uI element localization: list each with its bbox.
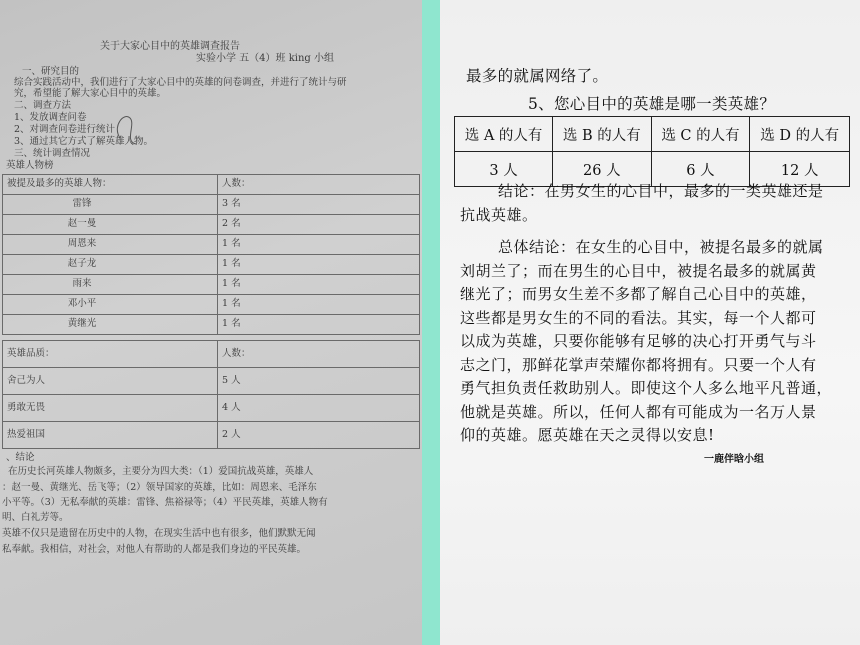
option-b-header: 选 B 的人有 — [553, 117, 651, 152]
table-header-row — [3, 341, 420, 368]
option-a-header: 选 A 的人有 — [455, 117, 553, 152]
table-row — [3, 315, 420, 335]
table-row — [3, 422, 420, 449]
table-header-cell: 人数： — [218, 175, 420, 195]
hero-count: 2 名 — [218, 215, 420, 235]
summary-line-8: 他就是英雄。所以，任何人都有可能成为一名万人景 — [460, 402, 817, 421]
conclusion-line-4: 明、白礼芳等。 — [2, 512, 69, 523]
section2-heading: 二、调查方法 — [14, 100, 72, 111]
hero-name: 邓小平 — [3, 295, 218, 315]
option-c-header: 选 C 的人有 — [651, 117, 750, 152]
method-3: 3、通过其它方式了解英雄人物。 — [14, 136, 154, 147]
table1-caption: 英雄人物榜 — [6, 160, 54, 171]
table-row — [3, 255, 420, 275]
summary-line-5: 以成为英雄，只要你能够有足够的决心打开勇气与斗 — [460, 332, 817, 350]
conclusion-line-5: 英雄不仅只是遗留在历史中的人物，在现实生活中也有很多，他们默默无闻 — [2, 528, 316, 539]
conclusion-line-3: 小平等。（3）无私奉献的英雄：雷锋、焦裕禄等；（4）平民英雄，英雄人物有 — [2, 497, 328, 508]
right-page — [440, 0, 860, 645]
hero-count: 1 名 — [218, 275, 420, 295]
option-d-count: 12 人 — [750, 152, 850, 187]
table-header-cell: 人数： — [218, 341, 420, 368]
option-c-count: 6 人 — [651, 152, 750, 187]
table-header-cell: 被提及最多的英雄人物： — [3, 175, 218, 195]
option-a-count: 3 人 — [455, 152, 553, 187]
conclusion-line-2: 抗战英雄。 — [460, 205, 538, 224]
hero-name: 赵子龙 — [3, 255, 218, 275]
table-row — [3, 368, 420, 395]
quality-count: 5 人 — [218, 368, 420, 395]
table-header-cell: 英雄品质： — [3, 341, 218, 368]
report-subtitle: 实验小学 五（4）班 king 小组 — [196, 53, 334, 64]
option-b-count: 26 人 — [553, 152, 651, 187]
hero-type-table — [454, 116, 850, 187]
summary-line-9: 仰的英雄。愿英雄在天之灵得以安息! — [460, 426, 715, 444]
summary-line-1: 总体结论：在女生的心目中，被提名最多的就属 — [498, 238, 824, 256]
section4-heading: 、结论 — [6, 452, 35, 463]
hero-name: 雷锋 — [3, 195, 218, 215]
hero-count: 1 名 — [218, 295, 420, 315]
hero-count: 3 名 — [218, 195, 420, 215]
quality-name: 舍己为人 — [3, 368, 218, 395]
summary-line-4: 这些都是男女生的不同的看法。其实，每一个人都可 — [460, 308, 817, 327]
hero-qualities-table — [2, 340, 420, 449]
hero-count: 1 名 — [218, 255, 420, 275]
top-line: 最多的就属网络了。 — [466, 67, 609, 85]
option-d-header: 选 D 的人有 — [750, 117, 850, 152]
table-row — [3, 215, 420, 235]
pen-mark — [110, 108, 140, 148]
summary-line-2: 刘胡兰了；而在男生的心目中，被提名最多的就属黄 — [460, 261, 817, 280]
conclusion-line-1: 结论：在男女生的心目中，最多的一类英雄还是 — [498, 182, 824, 200]
quality-count: 2 人 — [218, 422, 420, 449]
summary-paragraph — [460, 236, 850, 448]
method-2: 2、对调查问卷进行统计 — [14, 124, 116, 135]
hero-name: 黄继光 — [3, 315, 218, 335]
conclusion-line-2: ：赵一曼、黄继光、岳飞等；（2）领导国家的英雄，比如：周恩来、毛泽东 — [2, 482, 317, 493]
table-row — [3, 235, 420, 255]
quality-name: 勇敢无畏 — [3, 395, 218, 422]
section1-line-2: 究，希望能了解大家心目中的英雄。 — [14, 88, 167, 99]
conclusion-line-1: 在历史长河英雄人物颇多，主要分为四大类：（1）爱国抗战英雄，英雄人 — [8, 466, 314, 477]
table-header-row — [3, 175, 420, 195]
hero-count: 1 名 — [218, 315, 420, 335]
hero-figures-table — [2, 174, 420, 335]
quality-count: 4 人 — [218, 395, 420, 422]
table-row — [3, 295, 420, 315]
report-title: 关于大家心目中的英雄调查报告 — [100, 41, 240, 52]
left-page — [0, 0, 422, 645]
section1-heading: 一、研究目的 — [22, 66, 80, 77]
hero-name: 雨来 — [3, 275, 218, 295]
group-signature: 一鹿伴晗小组 — [704, 454, 764, 465]
summary-line-3: 继光了；而男女生差不多都了解自己心目中的英雄， — [460, 285, 817, 303]
section1-line-1: 综合实践活动中，我们进行了大家心目中的英雄的问卷调查，并进行了统计与研 — [14, 77, 347, 88]
hero-name: 周恩来 — [3, 235, 218, 255]
table-row — [3, 395, 420, 422]
table-row — [3, 275, 420, 295]
quality-name: 热爱祖国 — [3, 422, 218, 449]
table-header-row — [455, 117, 850, 152]
summary-line-6: 志之门，那鲜花掌声荣耀你都将拥有。只要一个人有 — [460, 355, 817, 374]
section3-heading: 三、统计调查情况 — [14, 148, 91, 159]
conclusion-paragraph — [460, 180, 850, 227]
question-5: 5、您心目中的英雄是哪一类英雄？ — [528, 95, 776, 113]
table-row — [3, 195, 420, 215]
conclusion-line-6: 私奉献。我相信，对社会，对他人有帮助的人都是我们身边的平民英雄。 — [2, 544, 307, 555]
method-1: 1、发放调查问卷 — [14, 112, 87, 123]
summary-line-7: 勇气担负责任救助别人。即使这个人多么地平凡普通， — [460, 379, 833, 397]
hero-name: 赵一曼 — [3, 215, 218, 235]
hero-count: 1 名 — [218, 235, 420, 255]
